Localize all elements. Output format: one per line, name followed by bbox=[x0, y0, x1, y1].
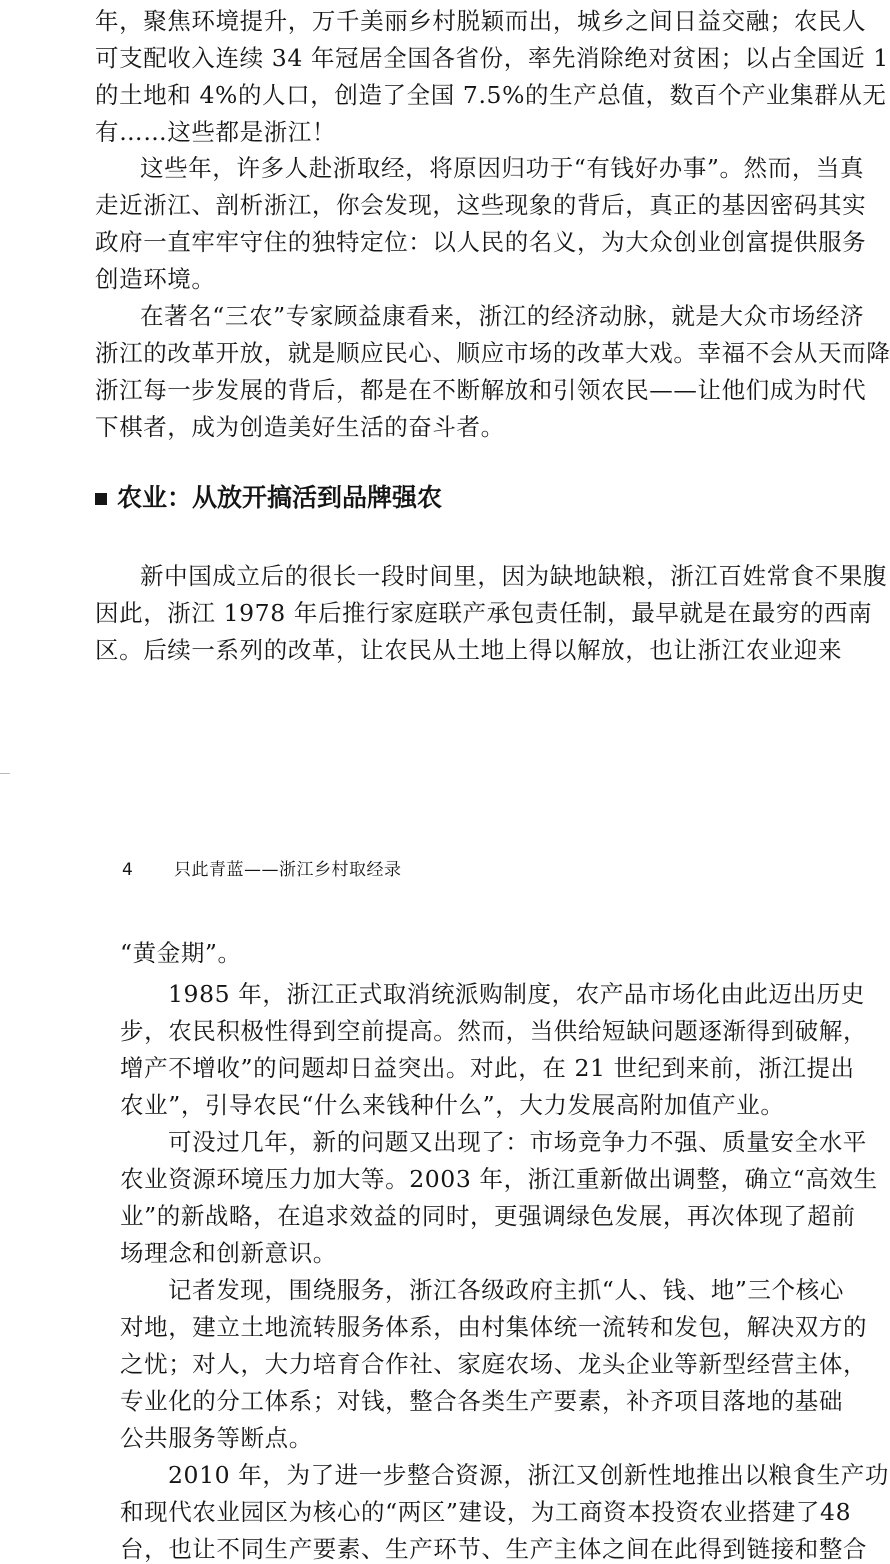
text-line: 和现代农业园区为核心的“两区”建设，为工商资本投资农业搭建了48 bbox=[120, 1498, 852, 1526]
paragraph-start: 2010 年，为了进一步整合资源，浙江又创新性地推出以粮食生产功 bbox=[168, 1461, 889, 1489]
text-line: 专业化的分工体系；对钱，整合各类生产要素，补齐项目落地的基础 bbox=[120, 1387, 843, 1415]
square-bullet-icon bbox=[95, 493, 107, 505]
text-line: 场理念和创新意识。 bbox=[120, 1239, 337, 1267]
text-line: 台，也让不同生产要素、生产环节、生产主体之间在此得到链接和整合 bbox=[120, 1535, 868, 1563]
text-line: 创造环境。 bbox=[95, 265, 216, 293]
paragraph-start: 这些年，许多人赴浙取经，将原因归功于“有钱好办事”。然而，当真 bbox=[140, 154, 865, 182]
text-line: 政府一直牢牢守住的独特定位：以人民的名义，为大众创业创富提供服务 bbox=[95, 228, 867, 256]
text-line: 浙江的改革开放，就是顺应民心、顺应市场的改革大戏。幸福不会从天而降 bbox=[95, 339, 890, 367]
bottom-page-fragment bbox=[0, 840, 889, 1563]
paragraph-start: 1985 年，浙江正式取消统派购制度，农产品市场化由此迈出历史 bbox=[168, 980, 865, 1008]
text-line: 农业”，引导农民“什么来钱种什么”，大力发展高附加值产业。 bbox=[120, 1091, 785, 1119]
text-line: 步，农民积极性得到空前提高。然而，当供给短缺问题逐渐得到破解， bbox=[120, 1017, 868, 1045]
text-line: 之忧；对人，大力培育合作社、家庭农场、龙头企业等新型经营主体， bbox=[120, 1350, 868, 1378]
text-line: 对地，建立土地流转服务体系，由村集体统一流转和发包，解决双方的 bbox=[120, 1313, 868, 1341]
section-heading bbox=[95, 481, 442, 515]
text-line: 年，聚焦环境提升，万千美丽乡村脱颖而出，城乡之间日益交融；农民人 bbox=[95, 7, 867, 35]
paragraph-start: 可没过几年，新的问题又出现了：市场竞争力不强、质量安全水平 bbox=[168, 1128, 867, 1156]
text-line: 因此，浙江 1978 年后推行家庭联产承包责任制，最早就是在最穷的西南 bbox=[95, 599, 873, 627]
text-line: 走近浙江、剖析浙江，你会发现，这些现象的背后，真正的基因密码其实 bbox=[95, 191, 867, 219]
text-line: 增产不增收”的问题却日益突出。对此，在 21 世纪到来前，浙江提出 bbox=[120, 1054, 855, 1082]
scan-speck bbox=[0, 773, 10, 774]
top-page-fragment bbox=[0, 0, 890, 690]
paragraph-start: 记者发现，围绕服务，浙江各级政府主抓“人、钱、地”三个核心 bbox=[168, 1276, 844, 1304]
running-title: 只此青蓝——浙江乡村取经录 bbox=[174, 860, 402, 880]
text-line: 区。后续一系列的改革，让农民从土地上得以解放，也让浙江农业迎来 bbox=[95, 636, 843, 664]
text-line: 可支配收入连续 34 年冠居全国各省份，率先消除绝对贫困；以占全国近 1 bbox=[95, 44, 889, 72]
paragraph-start: 新中国成立后的很长一段时间里，因为缺地缺粮，浙江百姓常食不果腹 bbox=[140, 562, 888, 590]
text-line: 农业资源环境压力加大等。2003 年，浙江重新做出调整，确立“高效生 bbox=[120, 1165, 878, 1193]
text-line: 的土地和 4%的人口，创造了全国 7.5%的生产总值，数百个产业集群从无 bbox=[95, 81, 887, 109]
section-heading-text: 农业：从放开搞活到品牌强农 bbox=[117, 483, 443, 512]
page-number: 4 bbox=[122, 860, 134, 880]
text-line: 有……这些都是浙江！ bbox=[95, 118, 336, 146]
text-line: 浙江每一步发展的背后，都是在不断解放和引领农民——让他们成为时代 bbox=[95, 376, 867, 404]
text-line: 公共服务等断点。 bbox=[120, 1424, 313, 1452]
text-line: “黄金期”。 bbox=[120, 939, 242, 967]
text-line: 业”的新战略，在追求效益的同时，更强调绿色发展，再次体现了超前 bbox=[120, 1202, 856, 1230]
text-line: 下棋者，成为创造美好生活的奋斗者。 bbox=[95, 413, 505, 441]
paragraph-start: 在著名“三农”专家顾益康看来，浙江的经济动脉，就是大众市场经济 bbox=[140, 302, 865, 330]
